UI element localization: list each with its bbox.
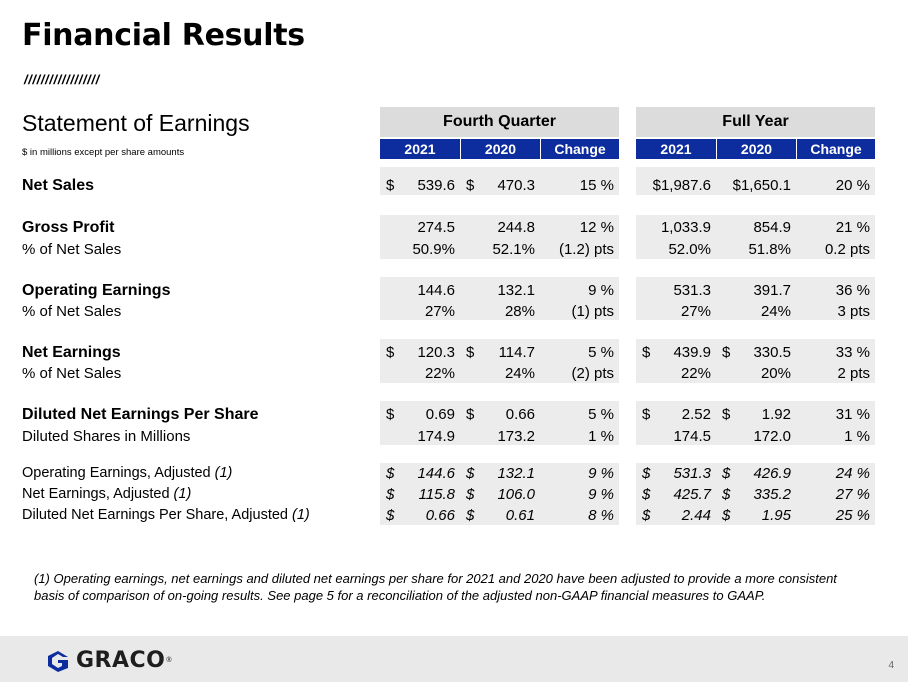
full-year-header: Full Year (636, 107, 875, 137)
row-label: Net Sales (22, 177, 95, 194)
cell-value: 2.52 (681, 406, 711, 423)
cell-value: 1.95 (761, 507, 791, 524)
row-label: Diluted Shares in Millions (22, 428, 191, 445)
cell-value: 1.92 (761, 406, 791, 423)
currency-symbol: $ (722, 486, 731, 503)
cell-value: 5 % (588, 344, 614, 361)
row-label: % of Net Sales (22, 365, 122, 382)
cell-fy-2020 (716, 301, 796, 322)
cell-value: 22% (424, 365, 455, 382)
cell-value: 274.5 (417, 219, 455, 236)
logo-wordmark: GRACO (76, 648, 166, 673)
cell-fy-2020 (716, 363, 796, 384)
cell-value: 1 % (844, 428, 870, 445)
cell-value: 539.6 (417, 177, 455, 194)
cell-value: 172.0 (753, 428, 791, 445)
cell-value: 144.6 (417, 282, 455, 299)
table-row (0, 175, 908, 196)
cell-value: 24% (760, 303, 791, 320)
currency-symbol: $ (722, 406, 731, 423)
cell-value: 12 % (579, 219, 614, 236)
row-label (22, 463, 232, 484)
cell-value: 31 % (835, 406, 870, 423)
cell-fy-2020 (716, 175, 796, 196)
table-row (0, 363, 908, 384)
row-label-text: Operating Earnings, Adjusted (22, 465, 215, 481)
currency-symbol: $ (642, 486, 651, 503)
currency-symbol: $ (466, 406, 475, 423)
currency-symbol: $ (466, 507, 475, 524)
cell-fy-change (796, 363, 875, 384)
cell-value: 115.8 (418, 486, 455, 503)
cell-q-change (540, 217, 619, 238)
currency-symbol: $ (386, 486, 395, 503)
cell-value: 20 % (835, 177, 870, 194)
currency-symbol: $ (466, 177, 475, 194)
cell-fy-2021 (636, 505, 716, 526)
row-label-footnote-ref: (1) (173, 486, 192, 502)
cell-value: 27% (424, 303, 455, 320)
cell-value: 24% (504, 365, 535, 382)
cell-value: 3 pts (837, 303, 870, 320)
cell-value: 21 % (835, 219, 870, 236)
cell-q-2021 (380, 426, 460, 447)
cell-value: 24 % (835, 465, 870, 482)
col-header-fy-2021: 2021 (660, 141, 692, 157)
cell-value: 132.1 (497, 282, 535, 299)
cell-q-change (540, 404, 619, 425)
currency-symbol: $ (466, 344, 475, 361)
cell-q-2020 (460, 301, 540, 322)
cell-value: 1 % (588, 428, 614, 445)
table-row (0, 463, 908, 484)
cell-value: 52.1% (492, 241, 535, 258)
cell-value: 8 % (588, 507, 614, 524)
cell-value: 426.9 (753, 465, 791, 482)
decorative-slashes: ////////////////// (24, 72, 100, 87)
cell-fy-2020 (716, 280, 796, 301)
row-label: Net Earnings (22, 344, 121, 361)
currency-symbol: $ (466, 486, 475, 503)
cell-fy-2021 (636, 404, 716, 425)
row-label-footnote-ref: (1) (292, 507, 310, 523)
cell-value: 425.7 (673, 486, 711, 503)
cell-q-2020 (460, 175, 540, 196)
cell-q-change (540, 363, 619, 384)
fourth-quarter-header: Fourth Quarter (380, 107, 619, 137)
cell-value: 120.3 (417, 344, 455, 361)
cell-value: 20% (760, 365, 791, 382)
statement-subtitle: $ in millions except per share amounts (22, 147, 185, 158)
cell-value: 531.3 (673, 282, 711, 299)
cell-fy-2020 (716, 404, 796, 425)
currency-symbol: $ (722, 507, 731, 524)
cell-value: 33 % (835, 344, 870, 361)
currency-symbol: $ (642, 406, 651, 423)
row-label: Gross Profit (22, 219, 115, 236)
cell-value: (2) pts (571, 365, 614, 382)
cell-value: 25 % (835, 507, 870, 524)
currency-symbol: $ (386, 344, 395, 361)
cell-value: 114.7 (498, 344, 535, 361)
logo-registered-mark: ® (166, 657, 172, 664)
cell-value: (1.2) pts (558, 241, 614, 258)
cell-value: 330.5 (753, 344, 791, 361)
cell-value: 173.2 (497, 428, 535, 445)
row-label: Diluted Net Earnings Per Share (22, 406, 259, 423)
cell-q-2020 (460, 463, 540, 484)
cell-value: 1,033.9 (660, 219, 711, 236)
table-row (0, 505, 908, 526)
currency-symbol: $ (386, 406, 395, 423)
cell-fy-2020 (716, 239, 796, 260)
cell-value: 132.1 (497, 465, 535, 482)
table-row (0, 404, 908, 425)
cell-value: 0.66 (425, 507, 455, 524)
cell-value: 5 % (588, 406, 614, 423)
cell-q-change (540, 342, 619, 363)
table-row (0, 484, 908, 505)
cell-q-2021 (380, 217, 460, 238)
currency-symbol: $ (386, 465, 395, 482)
cell-fy-2020 (716, 505, 796, 526)
currency-symbol: $ (722, 344, 731, 361)
currency-symbol: $ (642, 507, 651, 524)
cell-value: 174.9 (417, 428, 455, 445)
cell-value: 0.2 pts (824, 241, 870, 258)
cell-fy-2021 (636, 217, 716, 238)
footnote: (1) Operating earnings, net earnings and diluted net earnings per share for 2021 and 2020 have been adjusted to provide a more consistent basis of comparison of on-going results. See page 5 for a reconciliation of the adjusted non-GAAP financial measures to GAAP. (34, 571, 837, 603)
row-label (22, 484, 191, 505)
cell-fy-2021 (636, 426, 716, 447)
currency-symbol: $ (466, 465, 475, 482)
cell-value: $1,987.6 (652, 177, 711, 194)
currency-symbol: $ (642, 344, 651, 361)
cell-q-change (540, 484, 619, 505)
cell-fy-change (796, 463, 875, 484)
cell-q-change (540, 463, 619, 484)
cell-value: 0.69 (425, 406, 455, 423)
row-label (22, 505, 310, 526)
cell-fy-2021 (636, 239, 716, 260)
cell-value: 9 % (588, 465, 614, 482)
row-label-text: Net Earnings, Adjusted (22, 486, 174, 502)
cell-fy-2021 (636, 175, 716, 196)
full-year-col-headers (636, 139, 875, 159)
cell-fy-change (796, 426, 875, 447)
cell-fy-2021 (636, 301, 716, 322)
table-row (0, 426, 908, 447)
cell-value: 50.9% (412, 241, 455, 258)
cell-q-2020 (460, 363, 540, 384)
cell-value: 0.61 (505, 507, 535, 524)
cell-q-2021 (380, 404, 460, 425)
cell-value: 9 % (588, 486, 614, 503)
cell-fy-change (796, 505, 875, 526)
row-label-footnote-ref: (1) (214, 465, 233, 481)
table-row (0, 301, 908, 322)
cell-value: 106.0 (497, 486, 535, 503)
currency-symbol: $ (722, 465, 731, 482)
page-number: 4 (888, 660, 894, 671)
cell-value: 28% (504, 303, 535, 320)
cell-q-2020 (460, 505, 540, 526)
cell-value: 244.8 (497, 219, 535, 236)
col-header-q-2021: 2021 (404, 141, 436, 157)
cell-value: 470.3 (497, 177, 535, 194)
cell-q-2021 (380, 342, 460, 363)
cell-value: 854.9 (753, 219, 791, 236)
cell-q-2020 (460, 404, 540, 425)
cell-value: 22% (680, 365, 711, 382)
cell-value: 2 pts (837, 365, 870, 382)
cell-q-2021 (380, 239, 460, 260)
cell-fy-2020 (716, 217, 796, 238)
row-label: Operating Earnings (22, 282, 171, 299)
cell-q-change (540, 280, 619, 301)
cell-fy-change (796, 217, 875, 238)
cell-q-2020 (460, 280, 540, 301)
cell-value: 174.5 (673, 428, 711, 445)
cell-value: 2.44 (681, 507, 711, 524)
row-label: % of Net Sales (22, 241, 122, 258)
cell-q-2021 (380, 363, 460, 384)
cell-q-change (540, 175, 619, 196)
cell-value: 335.2 (753, 486, 791, 503)
cell-fy-change (796, 239, 875, 260)
cell-value: 9 % (588, 282, 614, 299)
cell-value: 51.8% (748, 241, 791, 258)
cell-fy-change (796, 404, 875, 425)
cell-fy-2021 (636, 484, 716, 505)
col-header-q-2020: 2020 (460, 139, 540, 159)
table-row (0, 239, 908, 260)
cell-fy-change (796, 484, 875, 505)
graco-g-icon (46, 649, 70, 673)
cell-value: 52.0% (668, 241, 711, 258)
cell-q-2021 (380, 280, 460, 301)
cell-q-2020 (460, 342, 540, 363)
currency-symbol: $ (642, 465, 651, 482)
cell-q-2020 (460, 217, 540, 238)
cell-value: (1) pts (571, 303, 614, 320)
cell-fy-change (796, 342, 875, 363)
fourth-quarter-col-headers (380, 139, 619, 159)
cell-value: 0.66 (505, 406, 535, 423)
cell-fy-2021 (636, 280, 716, 301)
cell-fy-2020 (716, 484, 796, 505)
cell-value: 15 % (579, 177, 614, 194)
currency-symbol: $ (386, 507, 395, 524)
cell-value: 144.6 (417, 465, 455, 482)
page-title: Financial Results (22, 18, 305, 53)
cell-fy-2020 (716, 426, 796, 447)
cell-fy-2020 (716, 463, 796, 484)
cell-q-2021 (380, 175, 460, 196)
cell-q-2020 (460, 426, 540, 447)
cell-value: 531.3 (673, 465, 711, 482)
cell-value: 27 % (835, 486, 870, 503)
table-row (0, 217, 908, 238)
row-label-text: Diluted Net Earnings Per Share, Adjusted (22, 507, 293, 523)
row-label: % of Net Sales (22, 303, 122, 320)
cell-value: 391.7 (753, 282, 791, 299)
cell-q-2021 (380, 505, 460, 526)
cell-q-change (540, 239, 619, 260)
cell-q-2021 (380, 484, 460, 505)
cell-q-2020 (460, 484, 540, 505)
cell-q-2021 (380, 301, 460, 322)
cell-fy-2021 (636, 363, 716, 384)
cell-fy-change (796, 301, 875, 322)
cell-value: 27% (680, 303, 711, 320)
cell-fy-2021 (636, 463, 716, 484)
col-header-q-change: Change (540, 139, 619, 159)
cell-q-2021 (380, 463, 460, 484)
statement-title: Statement of Earnings (22, 110, 250, 136)
cell-q-change (540, 426, 619, 447)
currency-symbol: $ (386, 177, 395, 194)
col-header-fy-2020: 2020 (716, 139, 796, 159)
cell-q-change (540, 301, 619, 322)
col-header-fy-change: Change (796, 139, 875, 159)
cell-value: 439.9 (673, 344, 711, 361)
table-row (0, 280, 908, 301)
cell-value: 36 % (835, 282, 870, 299)
graco-logo (46, 648, 172, 673)
cell-q-change (540, 505, 619, 526)
cell-fy-change (796, 175, 875, 196)
cell-value: $1,650.1 (732, 177, 791, 194)
table-row (0, 342, 908, 363)
cell-fy-2020 (716, 342, 796, 363)
cell-fy-2021 (636, 342, 716, 363)
cell-q-2020 (460, 239, 540, 260)
cell-fy-change (796, 280, 875, 301)
